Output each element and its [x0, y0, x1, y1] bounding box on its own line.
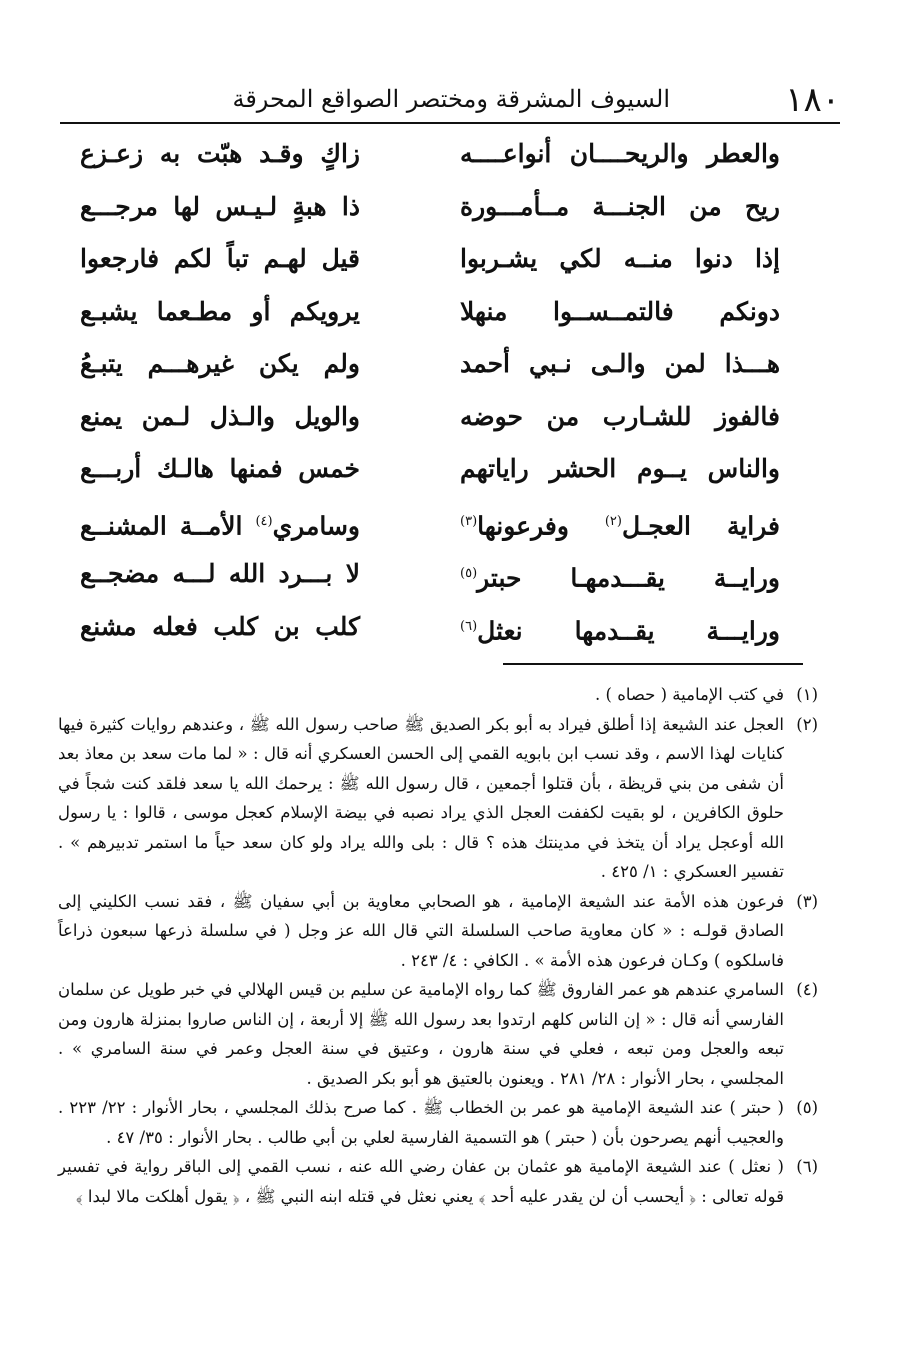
verse	[80, 237, 780, 290]
hemistich-left: ذا هبةٍ لـيـس لها مرجـــع	[80, 191, 360, 221]
hemistich-left: ولم يكن غيرهـــم يتبـعُ	[80, 349, 360, 378]
hemistich-text: ورايـــة يقــدمها نعثل	[477, 615, 780, 645]
footnote-number: (٣)	[796, 891, 818, 911]
verse	[80, 552, 780, 605]
footnote-ref: (٤)	[255, 513, 273, 529]
footnote	[58, 1093, 818, 1152]
footnote-ref: (٣)	[460, 513, 478, 529]
verse	[80, 342, 780, 395]
footnote-number: (٥)	[796, 1098, 818, 1117]
hemistich-right: والعطر والريحــــان أنواعــــه	[460, 139, 780, 168]
footnote-number: (٢)	[796, 714, 818, 734]
page-number: ١٨٠	[785, 80, 840, 120]
footnote-text: ( نعثل ) عند الشيعة الإمامية هو عثمان بن عفان رضي الله عنه ، نسب القمي إلى الباقر رواية في تفسير قوله تعالى : ﴿ أيحسب أن لن يقدر عليه أحد ﴾ يعني نعثل في قتله ابنه النبي ﷺ ، ﴿ يقول أهلكت مالا لبدا ﴾	[58, 1157, 784, 1206]
hemistich-right: ريح من الجنـــة مــأمـــورة	[460, 191, 780, 221]
hemistich-text: وفرعونها	[477, 510, 605, 540]
footnote	[58, 1152, 818, 1211]
hemistich-right: هـــذا لمن والـى نـبي أحمد	[460, 349, 780, 378]
footnote-ref: (٥)	[460, 566, 478, 581]
book-title: السيوف المشرقة ومختصر الصواقع المحرقة	[232, 85, 670, 113]
footnote-ref: (٢)	[604, 513, 622, 529]
hemistich-right: فالفوز للشـارب من حوضه	[460, 401, 780, 431]
footnote-text: ( حبتر ) عند الشيعة الإمامية هو عمر بن الخطاب ﷺ . كما صرح بذلك المجلسي ، بحار الأنوار : ٢٢/ ٢٢٣ . والعجيب أنهم يصرحون بأن ( حبتر ) هو التسمية الفارسية لعلي بن أبي طالب . بحار الأنوار : ٣٥/ ٤٧ .	[58, 1098, 784, 1147]
verse	[80, 447, 780, 500]
hemistich-text: ورايــة يقـــدمهـا حبتر	[477, 563, 780, 593]
hemistich-right: والناس يــوم الحشر راياتهم	[460, 454, 780, 483]
hemistich-left: كلب بن كلب فعله مشنع	[80, 611, 360, 641]
hemistich-left: والويل والـذل لـمن يمنع	[80, 401, 360, 431]
hemistich-right	[460, 605, 780, 653]
hemistich-right: دونكم فالتمــســوا منهلا	[460, 296, 780, 326]
footnote-number: (٦)	[796, 1157, 818, 1176]
hemistich-left	[80, 500, 360, 548]
footnote-text: العجل عند الشيعة إذا أطلق فيراد به أبو بكر الصديق ﷺ صاحب رسول الله ﷺ ، وعندهم روايات كثيرة فيها كنايات لهذا الاسم ، وقد نسب ابن بابويه القمي إلى الحسن العسكري أنه قال : « لما مات سعد بن معاذ بعد أن شفى من بني قريظة ، بأن قتلوا أجمعين ، قال رسول الله ﷺ : يرحمك الله يا سعد فلقد كنت شجاً في حلوق الكافرين ، لو بقيت لكففت العجل الذي يراد نصبه في بيضة الإسلام كعجل موسى ، قالوا : يا رسول الله أوعجل يراد أن يتخذ في مدينتك هذه ؟ قال : بلى والله يراد ولو كان سعد حياً ما استمر تدبيرهم » . تفسير العسكري : ١/ ٤٢٥ .	[58, 714, 784, 881]
footnote	[58, 680, 818, 710]
footnote-number: (١)	[796, 685, 818, 704]
hemistich-right	[460, 552, 780, 600]
hemistich-text: فراية العجـل	[621, 510, 781, 540]
footnote	[58, 887, 818, 976]
verse	[80, 395, 780, 448]
hemistich-left: لا بـــرد الله لـــه مضجــع	[80, 559, 360, 588]
hemistich-left: يرويكم أو مطـعما يشبـع	[80, 296, 360, 326]
hemistich-right: إذا دنوا منــه لكي يشـربوا	[460, 244, 780, 273]
footnote-text: فرعون هذه الأمة عند الشيعة الإمامية ، هو الصحابي معاوية بن أبي سفيان ﷺ ، فقد نسب الكليني إلى الصادق قولـه : « كان معاوية صاحب السلسلة التي قال الله عز وجل ( في سلسلة ذرعها سبعون ذراعاً فاسلكوه ) وكـان فرعون هذه الأمة » . الكافي : ٤/ ٢٤٣ .	[58, 891, 784, 970]
verse	[80, 132, 780, 185]
footnote-ref: (٦)	[460, 618, 478, 634]
verse	[80, 500, 780, 553]
footnotes	[58, 680, 818, 1211]
footnote	[58, 975, 818, 1093]
footnote-text: في كتب الإمامية ( حصاه ) .	[595, 685, 784, 704]
footnote-text: السامري عندهم هو عمر الفاروق ﷺ كما رواه الإمامية عن سليم بن قيس الهلالي في خبر طويل عن سلمان الفارسي أنه قال : « إن الناس كلهم ارتدوا بعد رسول الله ﷺ إلا أربعة ، إن الناس صاروا بمنزلة هارون ومن تبعه والعجل ومن تبعه ، فعلي في سنة هارون ، وعتيق في سنة العجل وعمر في سنة السامري » . المجلسي ، بحار الأنوار : ٢٨/ ٢٨١ . ويعنون بالعتيق هو أبو بكر الصديق .	[58, 980, 784, 1088]
hemistich-text: وسامري	[272, 510, 360, 540]
hemistich-left: خمس فمنها هالـك أربـــع	[80, 454, 360, 483]
hemistich-text: الأمــة المشنــع	[80, 510, 256, 540]
hemistich-right	[460, 500, 780, 548]
footnote-number: (٤)	[796, 980, 818, 999]
footnote-separator	[503, 663, 803, 665]
hemistich-left: زاكٍ وقـد هبّت به زعـزع	[80, 139, 360, 168]
header-rule	[60, 122, 840, 124]
verse	[80, 605, 780, 658]
page-header	[60, 80, 840, 120]
footnote	[58, 710, 818, 887]
poem	[80, 132, 780, 657]
verse	[80, 290, 780, 343]
verse	[80, 185, 780, 238]
hemistich-left: قيل لهـم تباً لكم فارجعوا	[80, 244, 360, 273]
